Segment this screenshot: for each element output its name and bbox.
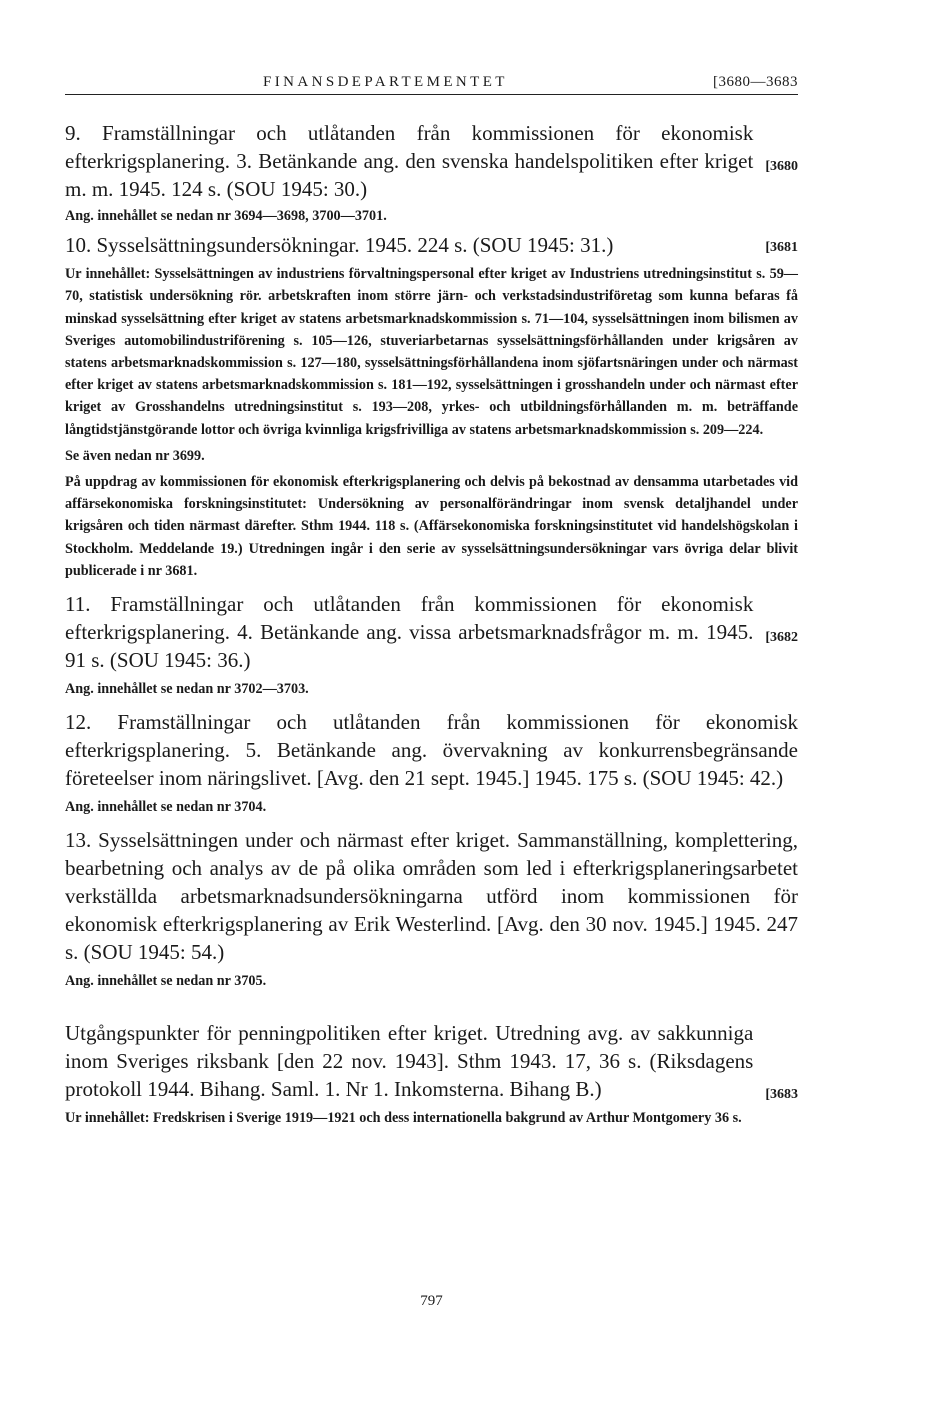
entry-contents: Ur innehållet: Fredskrisen i Sverige 1919—1921 och dess internationella bakgrund av Arthur Montgomery 36 s. (65, 1109, 742, 1126)
entry-title-text: Utgångspunkter för penningpolitiken efter kriget. Utredning avg. av sakkunniga inom Sveriges riksbank [den 22 nov. 1943]. Sthm 1943. 17, 36 s. (Riksdagens protokoll 1944. Bihang. Saml. 1. Nr 1. Inkomsterna. Bihang B.) (65, 1020, 754, 1101)
entry-title-text: 11. Framställningar och utlåtanden från kommissionen för ekonomisk efterkrigsplanering. 4. Betänkande ang. vissa arbetsmarknadsfrågor m. m. 1945. 91 s. (SOU 1945: 36.) (65, 592, 754, 673)
entry-title (65, 590, 798, 674)
entry-note: Ang. innehållet se nedan nr 3704. (65, 799, 267, 816)
entry-note: Ang. innehållet se nedan nr 3694—3698, 3700—3701. (65, 208, 387, 224)
running-head (65, 68, 798, 95)
entry-title: 13. Sysselsättningen under och närmast efter kriget. Sammanställning, komplettering, bearbetning och analys av de på olika områden som led i efterkrigsplaneringsarbetet verkställda arbetsmarknadsundersökningarna utförd inom kommissionen för ekonomisk efterkrigsplanering av Erik Westerlind. [Avg. den 30 nov. 1945.] 1945. 247 s. (SOU 1945: 54.) (65, 828, 798, 965)
entry-title: 12. Framställningar och utlåtanden från kommissionen för ekonomisk efterkrigsplanering. 5. Betänkande ang. övervakning av konkurrensbegränsande företeelser inom näringslivet. [Avg. den 21 sept. 1945.] 1945. 175 s. (SOU 1945: 42.) (65, 710, 798, 791)
document-page (65, 68, 798, 1309)
entry-note: Ang. innehållet se nedan nr 3702—3703. (65, 681, 309, 698)
entry-12 (65, 708, 798, 818)
entry-note: Ang. innehållet se nedan nr 3705. (65, 973, 267, 990)
entry-title (65, 1019, 798, 1103)
page-number: 797 (420, 1293, 443, 1309)
entry-ref: [3682 (765, 630, 798, 646)
entry-3681 (65, 231, 798, 582)
entry-title-text: 10. Sysselsättningsundersökningar. 1945. 224 s. (SOU 1945: 31.) (65, 233, 614, 258)
entry-3683 (65, 1019, 798, 1129)
entry-title-text: 9. Framställningar och utlåtanden från kommissionen för ekonomisk efterkrigsplanering. 3. Betänkande ang. den svenska handelspolitiken efter kriget m. m. 1945. 124 s. (SOU 1945: 30.) (65, 121, 754, 201)
entry-title (65, 231, 798, 259)
entry-commission-note: På uppdrag av kommissionen för ekonomisk efterkrigsplanering och delvis på bekostnad av densamma utarbetades vid affärsekonomiska forskningsinstitutet: Undersökning av personalförändringar inom svensk detaljhandel under krigsåren och tiden närmast därefter. Sthm 1944. 118 s. (Affärsekonomiska forskningsinstitutet vid handelshögskolan i Stockholm. Meddelande 19.) Utredningen ingår i den serie av sysselsättningsundersökningar vars övriga delar blivit publicerade i nr 3681. (65, 474, 798, 579)
entry-ref: [3680 (765, 159, 798, 174)
entry-title (65, 119, 798, 203)
entry-ref: [3683 (765, 1086, 798, 1102)
entry-ref: [3681 (765, 240, 798, 256)
entry-contents: Ur innehållet: Sysselsättningen av industriens förvaltningspersonal efter kriget av Industriens utredningsinstitut s. 59—70, statistisk undersökning rör. arbetskraften inom större järn- och verkstadsindustriföretag som kunna befaras få minskad sysselsättning efter kriget av statens arbetsmarknadskommission s. 71—104, sysselsättningen inom bilismen av Sveriges automobilindustriförening s. 105—126, stuveriarbetarnas sysselsättningsförhållanden under krigsåren av statens arbetsmarknadskommission s. 127—180, sysselsättningsförhållandena inom sjöfartsnäringen under och närmast efter kriget av statens arbetsmarknadskommission s. 181—192, sysselsättningen i grosshandeln under och närmast efter kriget av Grosshandelns utredningsinstitut s. 193—208, yrkes- och utbildningsförhållanden m. m. beträffande långtidstjänstgörande lottor och övriga kvinnliga krigsfrivilliga av statens arbetsmarknadskommission s. 209—224. (65, 266, 798, 438)
running-head-title: FINANSDEPARTEMENTET (263, 74, 508, 90)
entry-3682 (65, 590, 798, 700)
entry-13 (65, 826, 798, 992)
running-head-range: [3680—3683 (713, 74, 798, 90)
entry-3680 (65, 119, 798, 227)
entry-see-also: Se även nedan nr 3699. (65, 447, 205, 464)
